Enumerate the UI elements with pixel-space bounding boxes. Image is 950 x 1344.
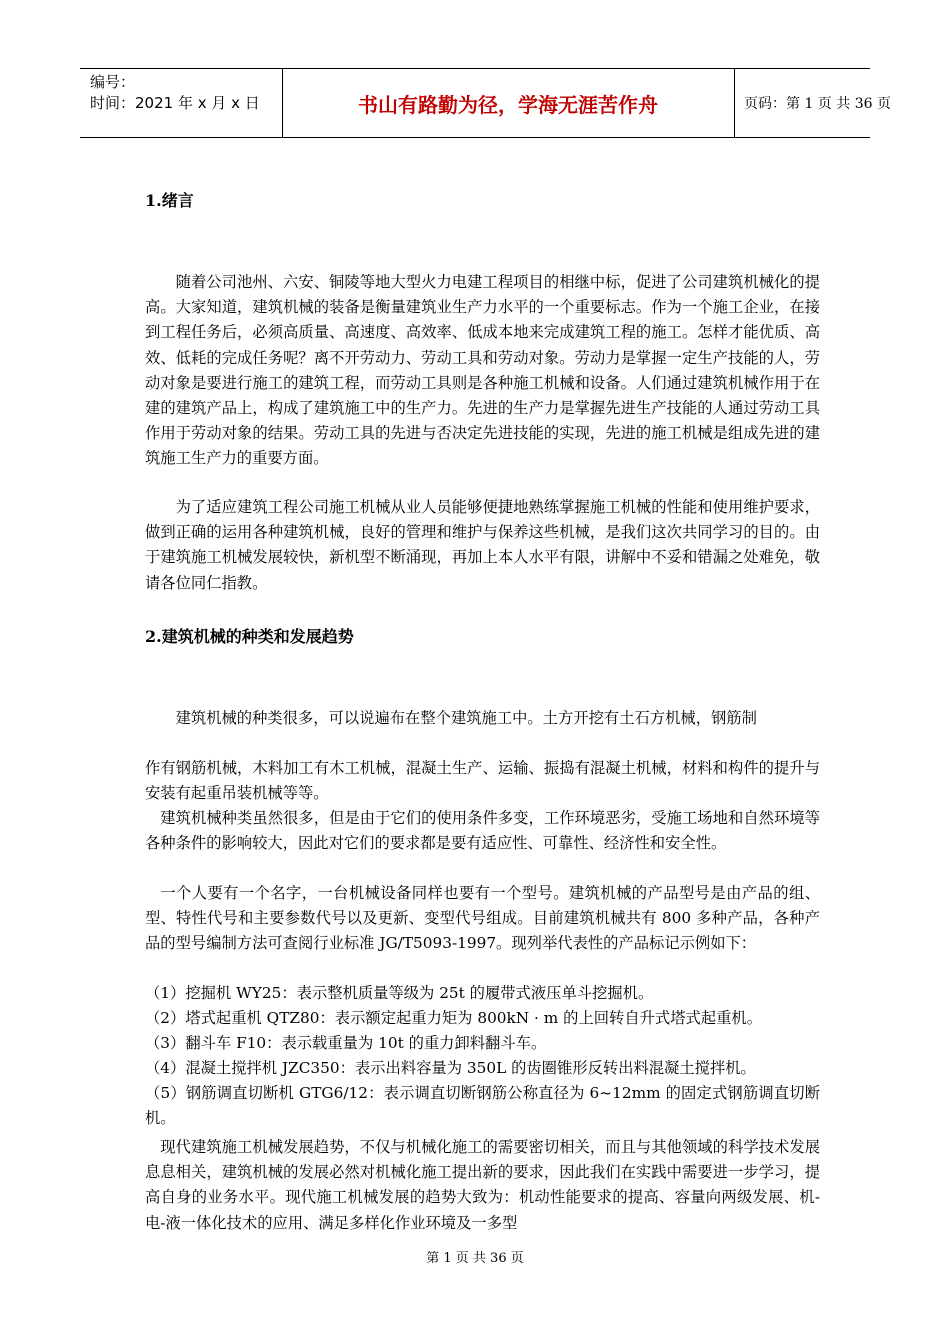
section-2-paragraph-2: 建筑机械种类虽然很多，但是由于它们的使用条件多变，工作环境恶劣，受施工场地和自然环境等各种条件的影响较大，因此对它们的要求都是要有适应性、可靠性、经济性和安全性。 [145, 809, 820, 853]
example-item: （2）塔式起重机 QTZ80：表示额定起重力矩为 800kN · m 的上回转自升式塔式起重机。 [145, 1009, 763, 1027]
section-2-paragraph-1-line-2: 作有钢筋机械，木料加工有木工机械，混凝土生产、运输、振捣有混凝土机械，材料和构件的提升与安装有起重吊装机械等等。 [145, 759, 820, 803]
date-label: 时间：2021 年 x 月 x 日 [90, 94, 260, 112]
number-label: 编号： [90, 73, 136, 91]
header-page-label: 页码：第 1 页 共 36 页 [744, 96, 891, 112]
example-item: （1）挖掘机 WY25：表示整机质量等级为 25t 的履带式液压单斗挖掘机。 [145, 984, 654, 1002]
example-item: （3）翻斗车 F10：表示载重量为 10t 的重力卸料翻斗车。 [145, 1034, 547, 1052]
example-item: （5）钢筋调直切断机 GTG6/12：表示调直切断钢筋公称直径为 6~12mm 的固定式钢筋调直切断机。 [145, 1084, 820, 1128]
page-footer: 第 1 页 共 36 页 [426, 1251, 524, 1266]
section-1-paragraph-2: 为了适应建筑工程公司施工机械从业人员能够便捷地熟练掌握施工机械的性能和使用维护要求，做到正确的运用各种建筑机械，良好的管理和维护与保养这些机械，是我们这次共同学习的目的。由于建筑施工机械发展较快，新机型不断涌现，再加上本人水平有限，讲解中不妥和错漏之处难免，敬请各位同仁指教。 [145, 498, 820, 592]
section-2-paragraph-4: 现代建筑施工机械发展趋势，不仅与机械化施工的需要密切相关，而且与其他领域的科学技术发展息息相关，建筑机械的发展必然对机械化施工提出新的要求，因此我们在实践中需要进一步学习，提高自身的业务水平。现代施工机械发展的趋势大致为：机动性能要求的提高、容量向两级发展、机-电-液一体化技术的应用、满足多样化作业环境及一多型 [145, 1138, 820, 1232]
section-2-paragraph-1-line-1: 建筑机械的种类很多，可以说遍布在整个建筑施工中。土方开挖有土石方机械，钢筋制 [175, 709, 757, 727]
header-motto: 书山有路勤为径，学海无涯苦作舟 [282, 69, 735, 137]
section-2-title: 2.建筑机械的种类和发展趋势 [145, 627, 354, 646]
section-1-paragraph-1: 随着公司池州、六安、铜陵等地大型火力电建工程项目的相继中标，促进了公司建筑机械化的提高。大家知道，建筑机械的装备是衡量建筑业生产力水平的一个重要标志。作为一个施工企业，在接到工程任务后，必须高质量、高速度、高效率、低成本地来完成建筑工程的施工。怎样才能优质、高效、低耗的完成任务呢？离不开劳动力、劳动工具和劳动对象。劳动力是掌握一定生产技能的人，劳动对象是要进行施工的建筑工程，而劳动工具则是各种施工机械和设备。人们通过建筑机械作用于在建的建筑产品上，构成了建筑施工中的生产力。先进的生产力是掌握先进生产技能的人通过劳动工具作用于劳动对象的结果。劳动工具的先进与否决定先进技能的实现，先进的施工机械是组成先进的建筑施工生产力的重要方面。 [145, 273, 820, 468]
header-info-cell [80, 69, 283, 137]
example-item: （4）混凝土搅拌机 JZC350：表示出料容量为 350L 的齿圈锥形反转出料混凝土搅拌机。 [145, 1059, 756, 1077]
page-header [80, 68, 891, 138]
section-2-paragraph-3: 一个人要有一个名字，一台机械设备同样也要有一个型号。建筑机械的产品型号是由产品的组、型、特性代号和主要参数代号以及更新、变型代号组成。目前建筑机械共有 800 多种产品，各种产品的型号编制方法可查阅行业标准 JG/T5093-1997。现列举代表性的产品标记示例如下： [145, 884, 820, 953]
section-1-title: 1.绪言 [145, 191, 194, 210]
